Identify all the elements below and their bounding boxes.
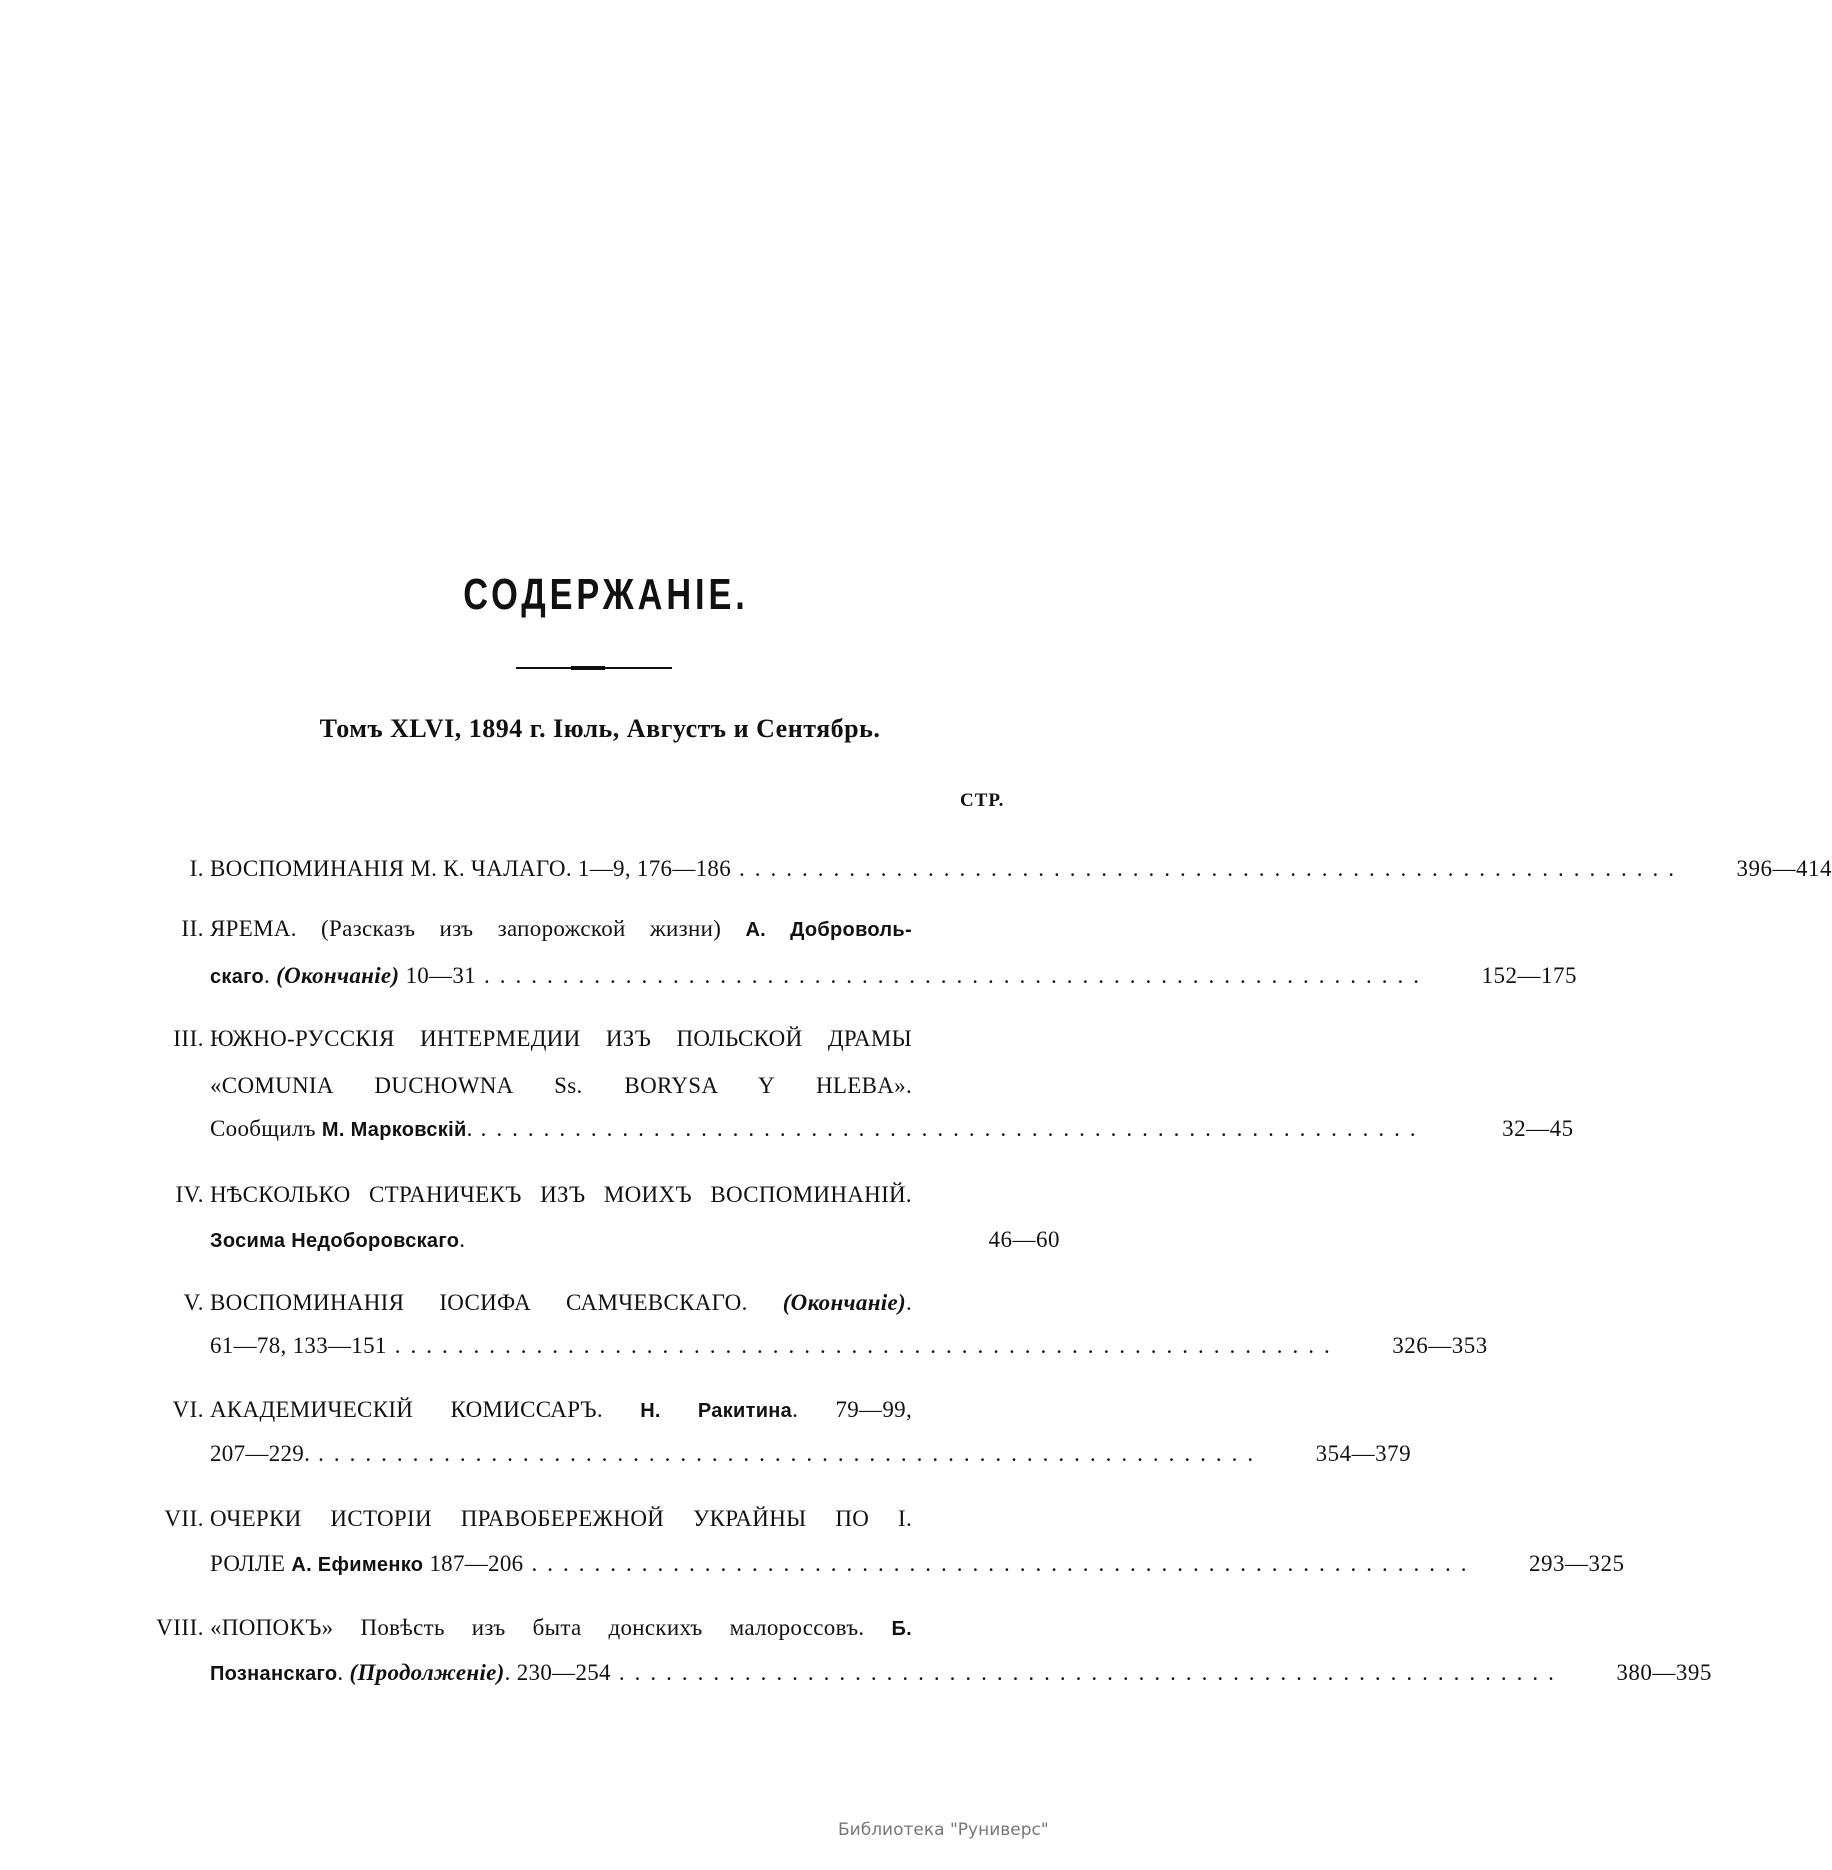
toc-entry-line (150, 1660, 1712, 1692)
entry-title-text: . (337, 1660, 350, 1685)
entry-title-text: . (905, 1290, 912, 1315)
ornamental-divider (516, 667, 672, 669)
entry-title-text: РОЛЛЕ (210, 1551, 292, 1576)
entry-text (210, 856, 731, 882)
entry-title-text: . (459, 1227, 466, 1252)
page-range: 396—414 (1736, 856, 1832, 881)
page-range: 326—353 (1392, 1333, 1488, 1358)
author-name: скаго (210, 966, 265, 988)
author-name: Б. (891, 1618, 912, 1640)
dot-leader: ............................................................ (531, 1551, 1477, 1576)
entry-text (210, 1551, 523, 1577)
toc-entry-line (150, 1615, 1060, 1647)
dot-leader: ............................................................ (739, 856, 1685, 881)
entry-title-text: ОЧЕРКИ ИСТОРІИ ПРАВОБЕРЕЖНОЙ УКРАЙНЫ ПО І. (210, 1506, 912, 1531)
author-name: Зосима Недоборовскаго (210, 1230, 460, 1252)
entry-title-text: 187—206 (423, 1551, 524, 1576)
toc-entry-line (150, 1506, 1060, 1538)
page-title: СОДЕРЖАНІЕ. (463, 570, 749, 619)
entry-text (210, 1290, 912, 1320)
toc-entry-line (150, 963, 1577, 995)
toc-entry-line (150, 1333, 1488, 1365)
entry-title-text: . (466, 1116, 473, 1141)
toc-entry-line (150, 1227, 1060, 1259)
page-range: 354—379 (1315, 1441, 1412, 1466)
entry-text (210, 1073, 912, 1103)
toc-entry-line (150, 856, 1832, 888)
toc-entry-line (150, 1026, 1060, 1058)
entry-title-text: 10—31 (399, 963, 476, 988)
entry-title-text: ВОСПОМИНАНІЯ ІОСИФА САМЧЕВСКАГО. (210, 1290, 783, 1315)
entry-title-text: . 230—254 (504, 1660, 611, 1685)
entry-text (210, 1182, 912, 1212)
entry-text (210, 1026, 912, 1056)
entry-text (210, 1615, 912, 1645)
pages-column-header: СТР. (960, 790, 1005, 811)
author-name: А. Ефименко (291, 1554, 424, 1576)
entry-text (210, 1397, 912, 1427)
entry-title-text: АКАДЕМИЧЕСКІЙ КОМИССАРЪ. (210, 1397, 641, 1422)
dot-leader: ............................................................ (483, 963, 1429, 988)
entry-title-text: ЯРЕМА. (Разсказъ изъ запорожской жизни) (210, 916, 746, 941)
dot-leader: ............................................................ (394, 1333, 1340, 1358)
dot-leader: ............................................................ (618, 1660, 1564, 1685)
entry-numeral: III. (173, 1026, 204, 1051)
entry-numeral: VII. (164, 1506, 204, 1531)
author-name: А. Доброволь- (745, 919, 912, 941)
entry-title-text: «COMUNIA DUCHOWNA Ss. BORYSA Y HLEBA». (210, 1073, 912, 1098)
entry-numeral: VIII. (156, 1615, 204, 1640)
entry-numeral: IV. (175, 1182, 204, 1207)
author-name: М. Марковскій (321, 1119, 467, 1141)
entry-text (210, 1227, 465, 1253)
toc-entry-line (150, 1182, 1060, 1214)
toc-entry-line (150, 1397, 1060, 1429)
entry-title-text: НѢСКОЛЬКО СТРАНИЧЕКЪ ИЗЪ МОИХЪ ВОСПОМИНАНІЙ. (210, 1182, 912, 1207)
dot-leader: ............................................................ (318, 1441, 1264, 1466)
entry-title-text: ЮЖНО-РУССКІЯ ИНТЕРМЕДИИ ИЗЪ ПОЛЬСКОЙ ДРАМЫ (210, 1026, 912, 1051)
entry-note: (Окончаніе) (276, 963, 400, 988)
toc-entry-line (150, 1290, 1060, 1322)
page-range: 46—60 (988, 1227, 1060, 1252)
toc-entry-line (150, 1116, 1574, 1148)
entry-text (210, 1333, 387, 1359)
entry-title-text: . (264, 963, 277, 988)
toc-entry-line (150, 1073, 1060, 1105)
page-range: 152—175 (1481, 963, 1577, 988)
author-name: Познанскаго (210, 1663, 338, 1685)
entry-title-text: . 79—99, (792, 1397, 912, 1422)
entry-text (210, 916, 912, 946)
page-range: 293—325 (1528, 1551, 1625, 1576)
entry-text (210, 1116, 473, 1142)
entry-note: (Продолженіе) (349, 1660, 505, 1685)
watermark: Библиотека "Руниверс" (838, 1820, 1049, 1840)
toc-entry-line (150, 916, 1060, 948)
entry-numeral: VI. (172, 1397, 204, 1422)
entry-numeral: I. (189, 856, 204, 881)
volume-subtitle: Томъ XLVI, 1894 г. Іюль, Августъ и Сентябрь. (319, 714, 881, 743)
entry-title-text: «ПОПОКЪ» Повѣсть изъ быта донскихъ малороссовъ. (210, 1615, 892, 1640)
author-name: Н. Ракитина (640, 1400, 793, 1422)
entry-title-text: ВОСПОМИНАНІЯ М. К. ЧАЛАГО. 1—9, 176—186 (210, 856, 732, 881)
entry-text (210, 963, 476, 989)
dot-leader: ............................................................ (480, 1116, 1426, 1141)
entry-text (210, 1506, 912, 1536)
entry-note: (Окончаніе) (782, 1290, 906, 1315)
entry-text (210, 1660, 611, 1686)
entry-text (210, 1441, 310, 1467)
entry-title-text: 61—78, 133—151 (210, 1333, 387, 1358)
entry-title-text: 207—229. (210, 1441, 311, 1466)
entry-numeral: II. (181, 916, 204, 941)
entry-numeral: V. (183, 1290, 204, 1315)
toc-entry-line (150, 1551, 1625, 1583)
entry-title-text: Сообщилъ (210, 1116, 322, 1141)
toc-entry-line (150, 1441, 1412, 1473)
page-range: 32—45 (1502, 1116, 1574, 1141)
page-range: 380—395 (1616, 1660, 1712, 1685)
